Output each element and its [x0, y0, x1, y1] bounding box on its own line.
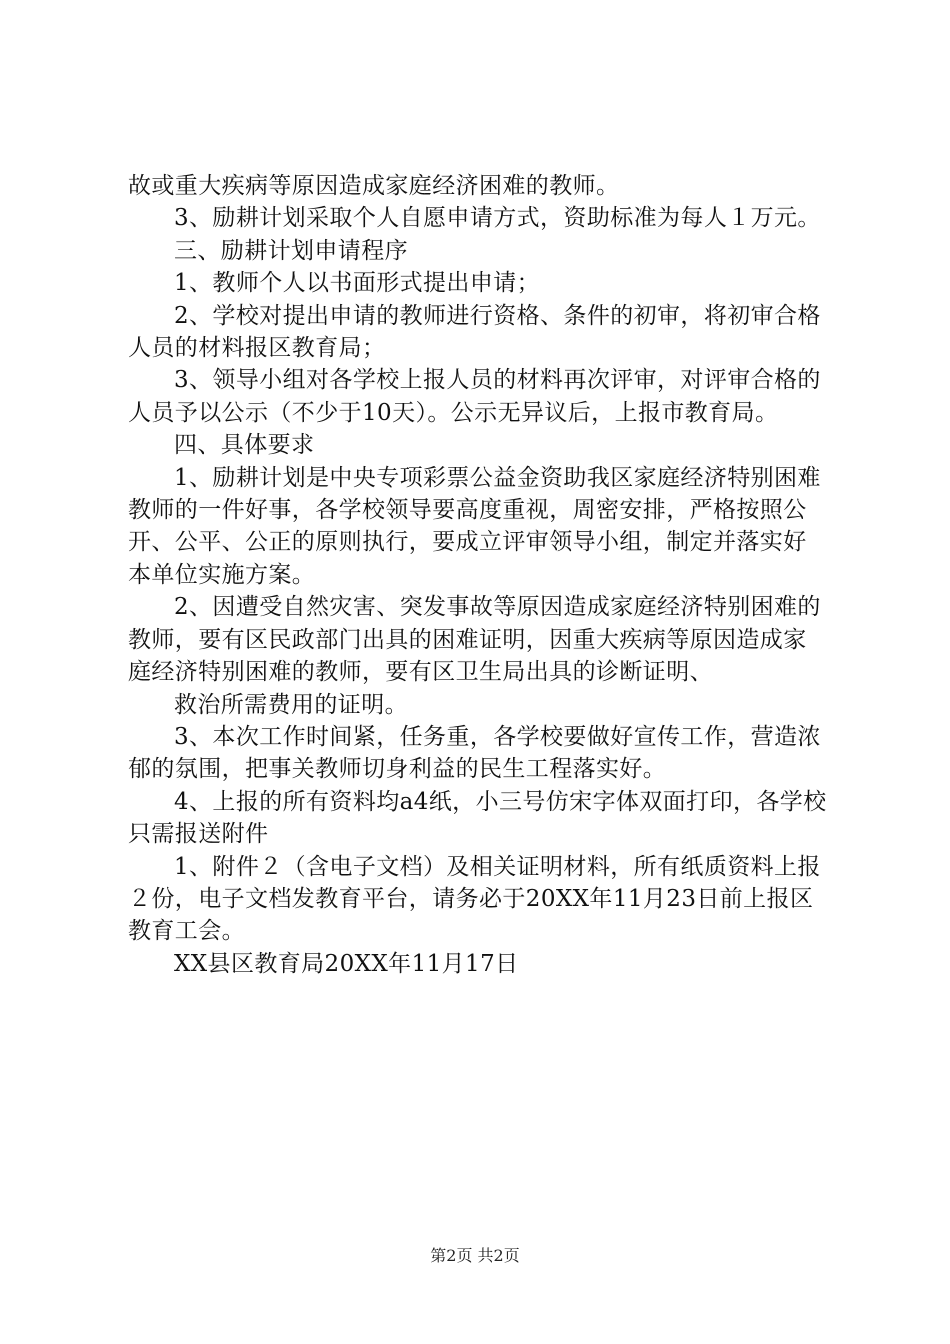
- paragraph-procedure-2: 2、学校对提出申请的教师进行资格、条件的初审，将初审合格人员的材料报区教育局；: [128, 302, 821, 362]
- section-heading-procedure: 三、励耕计划申请程序: [174, 237, 408, 264]
- paragraph-funding-standard: 3、励耕计划采取个人自愿申请方式，资助标准为每人１万元。: [174, 205, 821, 232]
- signature-date-line: XX县区教育局20XX年11月17日: [174, 950, 519, 977]
- page-number-footer: 第2页 共2页: [430, 1246, 520, 1265]
- paragraph-attachment: 1、附件２（含电子文档）及相关证明材料，所有纸质资料上报２份，电子文档发教育平台，请务必于20XX年11月23日前上报区教育工会。: [128, 853, 821, 945]
- paragraph-procedure-1: 1、教师个人以书面形式提出申请；: [174, 270, 541, 297]
- paragraph-requirement-2: 2、因遭受自然灾害、突发事故等原因造成家庭经济特别困难的教师，要有区民政部门出具的困难证明，因重大疾病等原因造成家庭经济特别困难的教师，要有区卫生局出具的诊断证明、: [128, 594, 821, 686]
- paragraph-requirement-1: 1、励耕计划是中央专项彩票公益金资助我区家庭经济特别困难教师的一件好事，各学校领导要高度重视，周密安排，严格按照公开、公平、公正的原则执行，要成立评审领导小组，制定并落实好本单位实施方案。: [128, 464, 821, 588]
- paragraph-requirement-4: 4、上报的所有资料均a4纸，小三号仿宋字体双面打印，各学校只需报送附件: [128, 788, 827, 848]
- document-body: [128, 170, 828, 980]
- paragraph-procedure-3: 3、领导小组对各学校上报人员的材料再次评审，对评审合格的人员予以公示（不少于10天）。公示无异议后，上报市教育局。: [128, 367, 821, 426]
- paragraph-requirement-3: 3、本次工作时间紧，任务重，各学校要做好宣传工作，营造浓郁的氛围，把事关教师切身利益的民生工程落实好。: [128, 723, 821, 783]
- paragraph-continuation: 故或重大疾病等原因造成家庭经济困难的教师。: [128, 173, 620, 199]
- paragraph-requirement-2-cont: 救治所需费用的证明。: [174, 691, 408, 718]
- section-heading-requirements: 四、具体要求: [174, 432, 315, 459]
